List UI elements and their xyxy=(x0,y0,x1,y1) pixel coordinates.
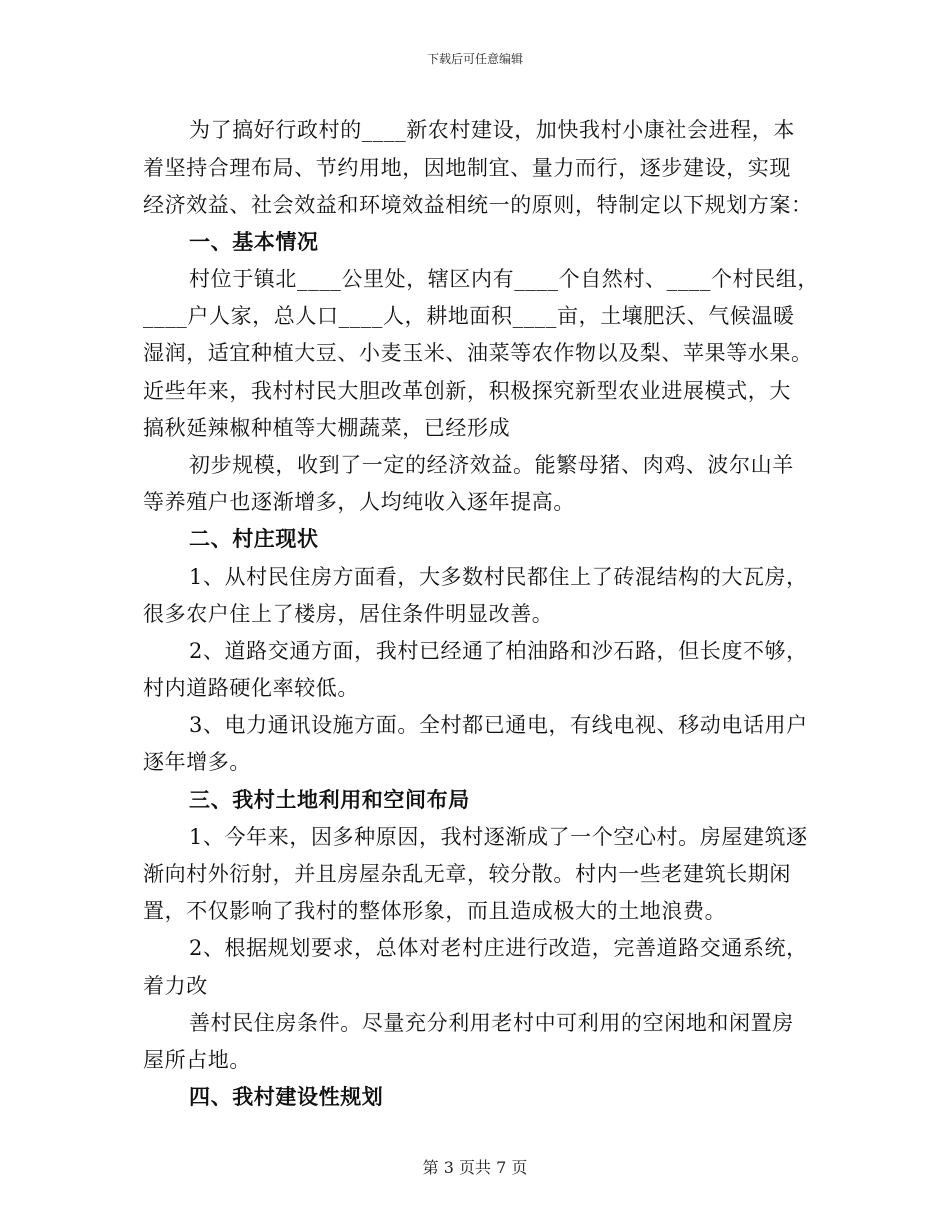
section-heading: 四、我村建设性规划 xyxy=(189,1084,384,1109)
section-heading: 三、我村土地利用和空间布局 xyxy=(189,787,470,812)
paragraph-line: 置，不仅影响了我村的整体形象，而且造成极大的土地浪费。 xyxy=(143,899,727,923)
page-header: 下载后可任意编辑 xyxy=(426,52,523,66)
paragraph-line: 很多农户住上了楼房，居住条件明显改善。 xyxy=(143,602,554,626)
paragraph-line: 1、今年来，因多种原因，我村逐渐成了一个空心村。房屋建筑逐 xyxy=(189,825,808,849)
section-heading: 二、村庄现状 xyxy=(189,526,319,551)
paragraph-line: 3、电力通讯设施方面。全村都已通电，有线电视、移动电话用户 xyxy=(189,713,808,737)
paragraph-line: 湿润，适宜种植大豆、小麦玉米、油菜等农作物以及梨、苹果等水果。 xyxy=(143,341,813,365)
paragraph-line: 为了搞好行政村的____新农村建设，加快我村小康社会进程，本 xyxy=(189,118,795,142)
paragraph-line: 经济效益、社会效益和环境效益相统一的原则，特制定以下规划方案： xyxy=(143,193,813,217)
paragraph-line: 渐向村外衍射，并且房屋杂乱无章，较分散。村内一些老建筑长期闲 xyxy=(143,862,791,886)
paragraph-line: 着力改 xyxy=(143,974,208,998)
paragraph-line: 2、根据规划要求，总体对老村庄进行改造，完善道路交通系统， xyxy=(189,936,808,960)
paragraph-line: 2、道路交通方面，我村已经通了柏油路和沙石路，但长度不够， xyxy=(189,639,808,663)
paragraph-line: 逐年增多。 xyxy=(143,750,251,774)
paragraph-line: 善村民住房条件。尽量充分利用老村中可利用的空闲地和闲置房 xyxy=(189,1011,794,1035)
paragraph-line: 村内道路硬化率较低。 xyxy=(143,676,359,700)
paragraph-line: 等养殖户也逐渐增多，人均纯收入逐年提高。 xyxy=(143,490,575,514)
paragraph-line: ____户人家，总人口____人，耕地面积____亩，土壤肥沃、气候温暖 xyxy=(143,304,795,328)
page-number: 第 3 页共 7 页 xyxy=(422,1158,528,1177)
paragraph-line: 初步规模，收到了一定的经济效益。能繁母猪、肉鸡、波尔山羊 xyxy=(189,453,794,477)
paragraph-line: 村位于镇北____公里处，辖区内有____个自然村、____个村民组， xyxy=(189,267,819,291)
paragraph-line: 1、从村民住房方面看，大多数村民都住上了砖混结构的大瓦房， xyxy=(189,565,808,589)
paragraph-line: 着坚持合理布局、节约用地，因地制宜、量力而行，逐步建设，实现 xyxy=(143,156,791,180)
section-heading: 一、基本情况 xyxy=(189,229,319,254)
paragraph-line: 近些年来，我村村民大胆改革创新，积极探究新型农业进展模式，大 xyxy=(143,379,791,403)
paragraph-line: 屋所占地。 xyxy=(143,1048,251,1072)
paragraph-line: 搞秋延辣椒种植等大棚蔬菜，已经形成 xyxy=(143,416,511,440)
